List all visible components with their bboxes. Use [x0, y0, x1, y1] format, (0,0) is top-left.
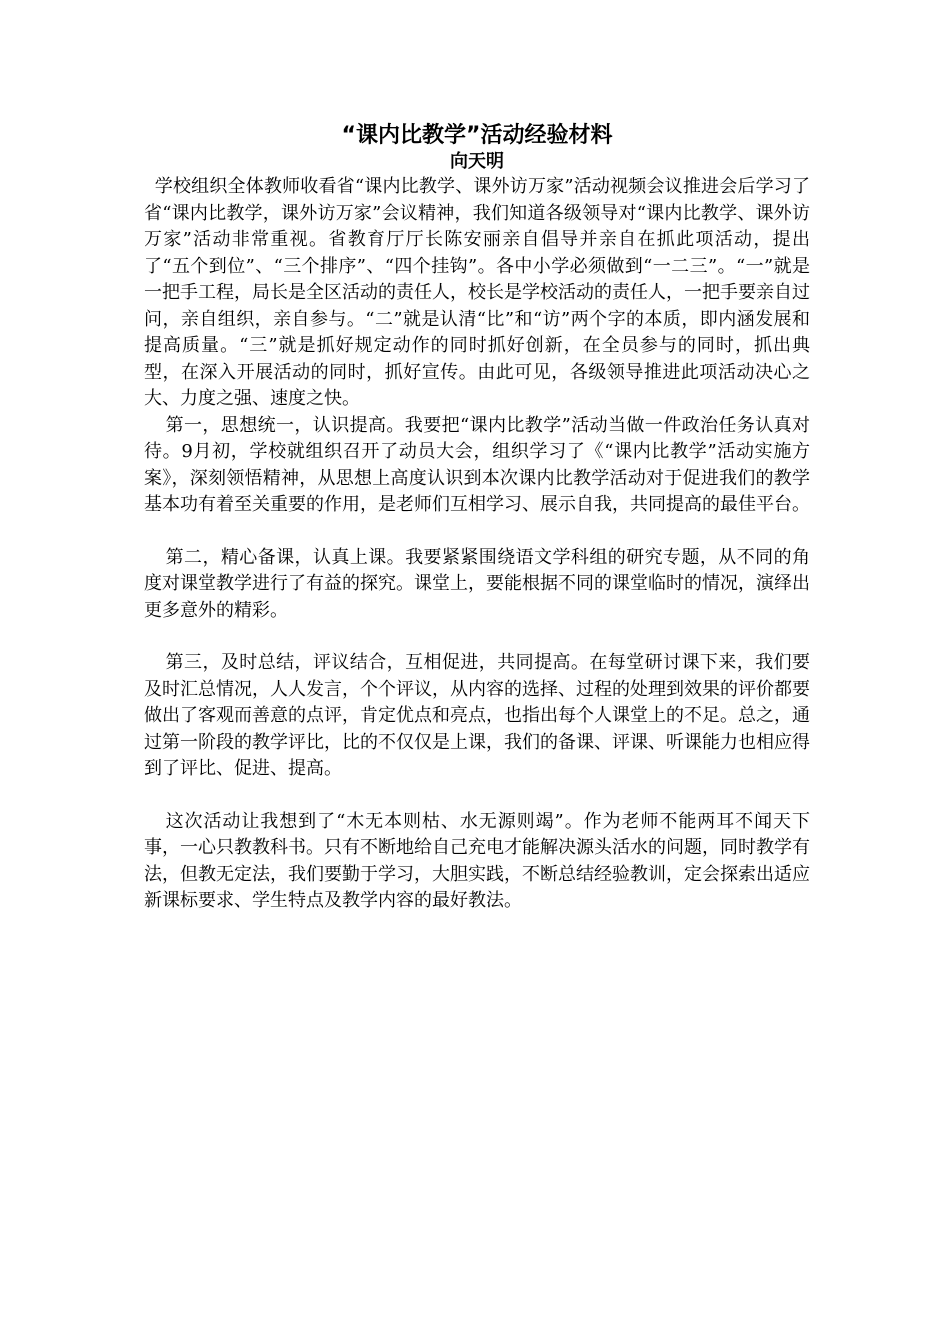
paragraph-spacer — [144, 624, 810, 650]
paragraph-first-point: 第一，思想统一，认识提高。我要把“课内比教学”活动当做一件政治任务认真对待。9月初，学校就组织召开了动员大会，组织学习了《“课内比教学”活动实施方案》，深刻领悟精神，从思想上高度认识到本次课内比教学活动对于促进我们的教学基本功有着至关重要的作用，是老师们互相学习、展示自我，共同提高的最佳平台。 — [144, 414, 810, 515]
document-title: “课内比教学”活动经验材料 — [341, 123, 613, 148]
paragraph-third-point: 第三，及时总结，评议结合，互相促进，共同提高。在每堂研讨课下来，我们要及时汇总情况，人人发言，个个评议，从内容的选择、过程的处理到效果的评价都要做出了客观而善意的点评，肯定优点和亮点，也指出每个人课堂上的不足。总之，通过第一阶段的教学评比，比的不仅仅是上课，我们的备课、评课、听课能力也相应得到了评比、促进、提高。 — [144, 652, 810, 779]
paragraph-second-point: 第二，精心备课，认真上课。我要紧紧围绕语文学科组的研究专题，从不同的角度对课堂教学进行了有益的探究。课堂上，要能根据不同的课堂临时的情况，演绎出更多意外的精彩。 — [144, 546, 810, 621]
document-body — [144, 121, 810, 915]
paragraph-spacer — [144, 519, 810, 545]
paragraph-spacer — [144, 783, 810, 809]
document-author: 向天明 — [450, 151, 504, 172]
paragraph-intro: 学校组织全体教师收看省“课内比教学、课外访万家”活动视频会议推进会后学习了省“课内比教学，课外访万家”会议精神，我们知道各级领导对“课内比教学、课外访万家”活动非常重视。省教育厅厅长陈安丽亲自倡导并亲自在抓此项活动，提出了“五个到位”、“三个排序”、“四个挂钩”。各中小学必须做到“一二三”。“一”就是一把手工程，局长是全区活动的责任人，校长是学校活动的责任人，一把手要亲自过问，亲自组织，亲自参与。“二”就是认清“比”和“访”两个字的本质，即内涵发展和提高质量。“三”就是抓好规定动作的同时抓好创新，在全员参与的同时，抓出典型，在深入开展活动的同时，抓好宣传。由此可见，各级领导推进此项活动决心之大、力度之强、速度之快。 — [144, 176, 810, 409]
paragraph-conclusion: 这次活动让我想到了“木无本则枯、水无源则竭”。作为老师不能两耳不闻天下事，一心只教教科书。只有不断地给自己充电才能解决源头活水的问题，同时教学有法，但教无定法，我们要勤于学习，大胆实践，不断总结经验教训，定会探索出适应新课标要求、学生特点及教学内容的最好教法。 — [144, 810, 810, 911]
